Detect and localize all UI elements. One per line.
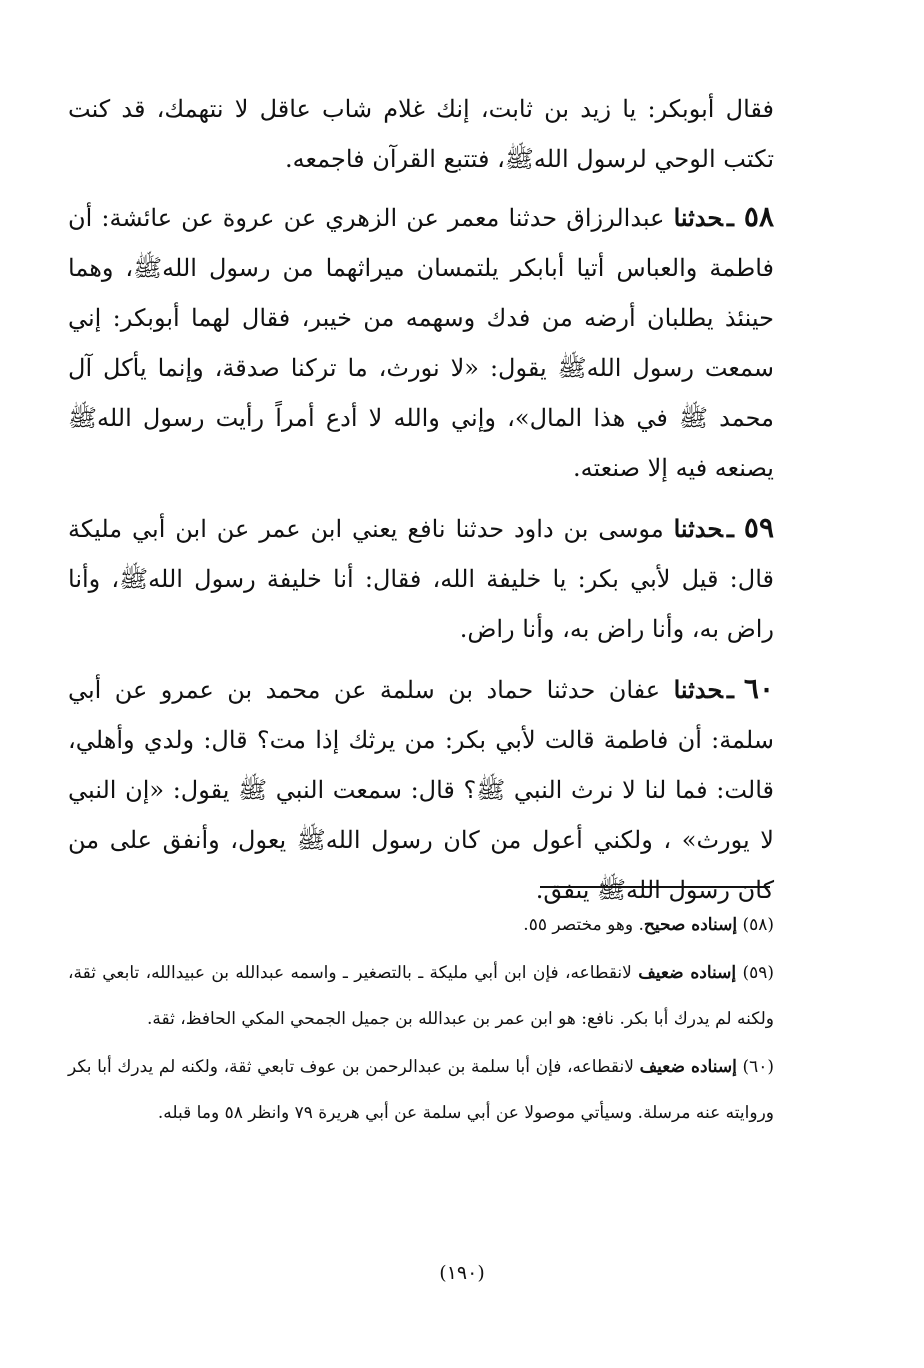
footnote-ref: (٥٩) [742,963,775,983]
hadith-59 [68,503,774,654]
footnote-text: لانقطاعه، فإن ابن أبي مليكة ـ بالتصغير ـ واسمه عبدالله بن عبيدالله، تابعي ثقة، ولكنه لم يدرك أبا بكر. نافع: هو ابن عمر بن عبدالله بن جميل الجمحي المكي الحافظ، ثقة. [68,963,774,1029]
hadith-number: ٥٨ [743,200,774,233]
hadith-number: ٦٠ [743,672,774,705]
hadith-number: ٥٩ [743,511,774,544]
footnote-58 [68,902,774,948]
footnote-60 [68,1044,774,1136]
hadith-lead-word: حدثنا [673,514,723,543]
page-number: (١٩٠) [439,1262,485,1284]
footnote-59 [68,950,774,1042]
intro-paragraph: فقال أبوبكر: يا زيد بن ثابت، إنك غلام شاب عاقل لا نتهمك، قد كنت تكتب الوحي لرسول اللهﷺ، فتتبع القرآن فاجمعه. [68,95,774,173]
footnote-text: لانقطاعه، فإن أبا سلمة بن عبدالرحمن بن عوف تابعي ثقة، ولكنه لم يدرك أبا بكر وروايته عنه مرسلة. وسيأتي موصولا عن أبي سلمة عن أبي هريرة ٧٩ وانظر ٥٨ وما قبله. [68,1057,774,1123]
hadith-dash: ـ [726,514,734,543]
hadith-text: عفان حدثنا حماد بن سلمة عن محمد بن عمرو عن أبي سلمة: أن فاطمة قالت لأبي بكر: من يرثك إذا مت؟ قال: ولدي وأهلي، قالت: فما لنا لا نرث النبي ﷺ؟ قال: سمعت النبي ﷺ يقول: «إن النبي لا يورث» ، ولكني أعول من كان رسول اللهﷺ يعول، وأنفق على من كان رسول اللهﷺ ينفق. [68,676,774,904]
footnote-grade: إسناده ضعيف [639,1057,737,1077]
hadith-dash: ـ [726,203,734,232]
footnote-divider [540,886,770,888]
hadith-58 [68,192,774,493]
footnote-ref: (٦٠) [742,1057,774,1077]
hadith-60 [68,664,774,915]
footnotes [68,902,774,1138]
hadith-dash: ـ [726,675,734,704]
footnote-text: . وهو مختصر ٥٥. [523,915,644,935]
footnote-grade: إسناده ضعيف [638,963,737,983]
hadith-text: عبدالرزاق حدثنا معمر عن الزهري عن عروة عن عائشة: أن فاطمة والعباس أتيا أبابكر يلتمسان ميراثهما من رسول اللهﷺ، وهما حينئذ يطلبان أرضه من فدك وسهمه من خيبر، فقال لهما أبوبكر: إني سمعت رسول اللهﷺ يقول: «لا نورث، ما تركنا صدقة، وإنما يأكل آل محمد ﷺ في هذا المال»، وإني والله لا أدع أمراً رأيت رسول اللهﷺ يصنعه فيه إلا صنعته. [68,204,774,482]
hadith-text: موسى بن داود حدثنا نافع يعني ابن عمر عن ابن أبي مليكة قال: قيل لأبي بكر: يا خليفة الله، فقال: أنا خليفة رسول اللهﷺ، وأنا راض به، وأنا راض به، وأنا راض. [68,515,774,643]
main-text [68,84,774,925]
footnote-ref: (٥٨) [742,915,774,935]
footnote-grade: إسناده صحيح [643,915,738,935]
hadith-lead-word: حدثنا [673,675,723,704]
hadith-lead-word: حدثنا [673,203,723,232]
